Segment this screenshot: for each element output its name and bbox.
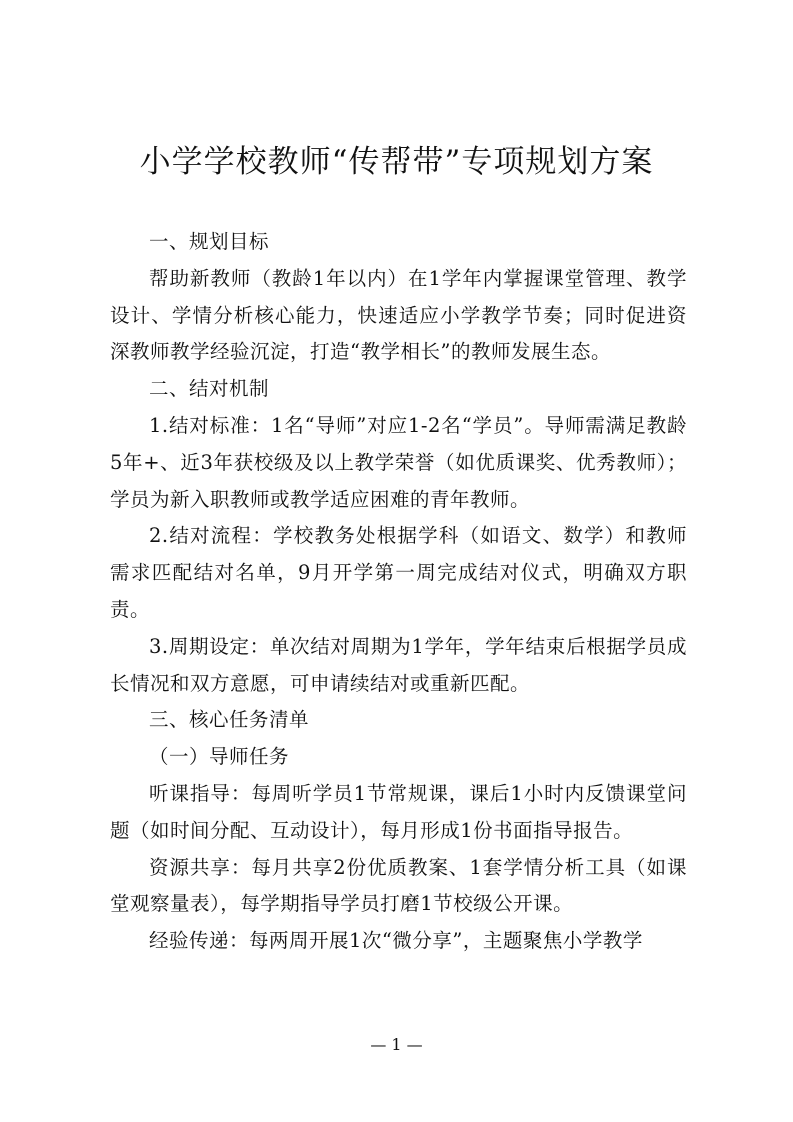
section-heading-tasks: 三、核心任务清单 — [149, 708, 310, 732]
paragraph-experience-transfer: 经验传递：每两周开展1次“微分享”，主题聚焦小学教学 — [149, 929, 643, 953]
document-title: 小学学校教师“传帮带”专项规划方案 — [139, 144, 654, 180]
paragraph-goals: 帮助新教师（教龄1年以内）在1学年内掌握课堂管理、教学设计、学情分析核心能力，快速适应小学教学节奏；同时促进资深教师教学经验沉淀，打造“教学相长”的教师发展生态。 — [110, 266, 687, 364]
paragraph-resource-sharing: 资源共享：每月共享2份优质教案、1套学情分析工具（如课堂观察量表），每学期指导学员打磨1节校级公开课。 — [110, 855, 687, 916]
section-heading-pairing: 二、结对机制 — [149, 377, 270, 401]
paragraph-pairing-standard: 1.结对标准：1名“导师”对应1-2名“学员”。导师需满足教龄5年+、近3年获校级及以上教学荣誉（如优质课奖、优秀教师）；学员为新入职教师或教学适应困难的青年教师。 — [110, 413, 687, 511]
page-number: — 1 — — [370, 1035, 423, 1054]
paragraph-lesson-guidance: 听课指导：每周听学员1节常规课，课后1小时内反馈课堂问题（如时间分配、互动设计），每月形成1份书面指导报告。 — [110, 781, 687, 842]
subsection-heading-mentor: （一）导师任务 — [149, 745, 290, 769]
paragraph-pairing-process: 2.结对流程：学校教务处根据学科（如语文、数学）和教师需求匹配结对名单，9月开学第一周完成结对仪式，明确双方职责。 — [110, 524, 687, 621]
document-body — [110, 224, 687, 960]
section-heading-goals: 一、规划目标 — [149, 230, 270, 253]
paragraph-pairing-cycle: 3.周期设定：单次结对周期为1学年，学年结束后根据学员成长情况和双方意愿，可申请续结对或重新匹配。 — [110, 634, 687, 695]
